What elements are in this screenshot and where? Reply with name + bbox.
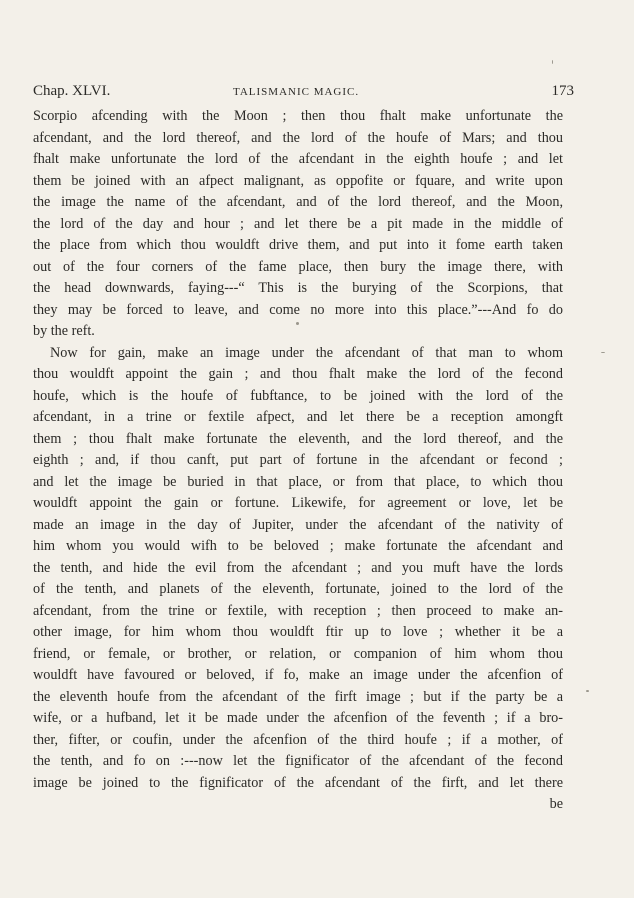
text-line: houfe, which is the houfe of fubftance, to be joined with the lord of the: [33, 387, 563, 404]
page-body-text: [33, 106, 563, 816]
chapter-label: Chap. XLVI.: [33, 83, 111, 99]
text-line: out of the four corners of the fame place, then bury the image there, with: [33, 258, 563, 275]
text-line: the lord of the day and hour ; and let there be a pit made in the middle of: [33, 215, 563, 232]
text-line: wouldft have favoured or beloved, if fo, make an image under the afcenfion of: [33, 667, 563, 683]
text-line: the head downwards, faying---“ This is the burying of the Scorpions, that: [33, 280, 563, 296]
text-line: by the reft.: [33, 323, 95, 339]
text-line: them ; thou fhalt make fortunate the eleventh, and the lord thereof, and the: [33, 430, 563, 447]
running-title: TALISMANIC MAGIC.: [233, 86, 360, 98]
text-line: eighth ; and, if thou canft, put part of fortune in the afcendant or fecond ;: [33, 452, 563, 468]
paper-speck: [601, 352, 605, 353]
text-line: of the tenth, and planets of the eleventh, fortunate, joined to the lord of the: [33, 581, 563, 597]
text-line: Scorpio afcending with the Moon ; then thou fhalt make unfortunate the: [33, 108, 563, 124]
text-line: they may be forced to leave, and come no more into this place.”---And fo do: [33, 301, 563, 318]
text-line: the eleventh houfe from the afcendant of the firft image ; but if the party be a: [33, 688, 563, 705]
paper-speck: [586, 690, 589, 692]
page-number: 173: [551, 83, 574, 99]
text-line: the tenth, and hide the evil from the afcendant ; and you muft have the lords: [33, 559, 563, 576]
text-line: be: [549, 796, 563, 812]
running-header: [33, 83, 574, 107]
text-line: the tenth, and fo on :---now let the fignificator of the afcendant of the fecond: [33, 753, 563, 769]
text-line: afcendant, from the trine or fextile, with reception ; then proceed to make an-: [33, 602, 563, 619]
text-line: fhalt make unfortunate the lord of the afcendant in the eighth houfe ; and let: [33, 151, 563, 167]
text-line: afcendant, and the lord thereof, and the lord of the houfe of Mars; and thou: [33, 129, 563, 146]
text-line: Now for gain, make an image under the afcendant of that man to whom: [50, 344, 563, 361]
text-line: thou wouldft appoint the gain ; and thou fhalt make the lord of the fecond: [33, 366, 563, 382]
paper-speck: [552, 60, 553, 64]
text-line: ther, fifter, or coufin, under the afcenfion of the third houfe ; if a mother, of: [33, 731, 563, 748]
text-line: afcendant, in a trine or fextile afpect, and let there be a reception amongft: [33, 409, 563, 425]
text-line: image be joined to the fignificator of the afcendant of the firft, and let there: [33, 774, 563, 791]
text-line: other image, for him whom thou wouldft ftir up to love ; whether it be a: [33, 624, 563, 640]
paper-speck: [296, 322, 299, 325]
text-line: wouldft appoint the gain or fortune. Likewife, for agreement or love, let be: [33, 495, 563, 511]
text-line: him whom you would wifh to be beloved ; make fortunate the afcendant and: [33, 538, 563, 554]
text-line: made an image in the day of Jupiter, under the afcendant of the nativity of: [33, 516, 563, 533]
text-line: the image the name of the afcendant, and of the lord thereof, and the Moon,: [33, 194, 563, 210]
text-line: wife, or a hufband, let it be made under the afcenfion of the feventh ; if a bro-: [33, 710, 563, 726]
text-line: friend, or female, or brother, or relation, or companion of him whom thou: [33, 645, 563, 662]
text-line: and let the image be buried in that place, or from that place, to which thou: [33, 473, 563, 490]
text-line: the place from which thou wouldft drive them, and put into it fome earth taken: [33, 237, 563, 253]
text-line: them be joined with an afpect malignant, as oppofite or fquare, and write upon: [33, 172, 563, 189]
